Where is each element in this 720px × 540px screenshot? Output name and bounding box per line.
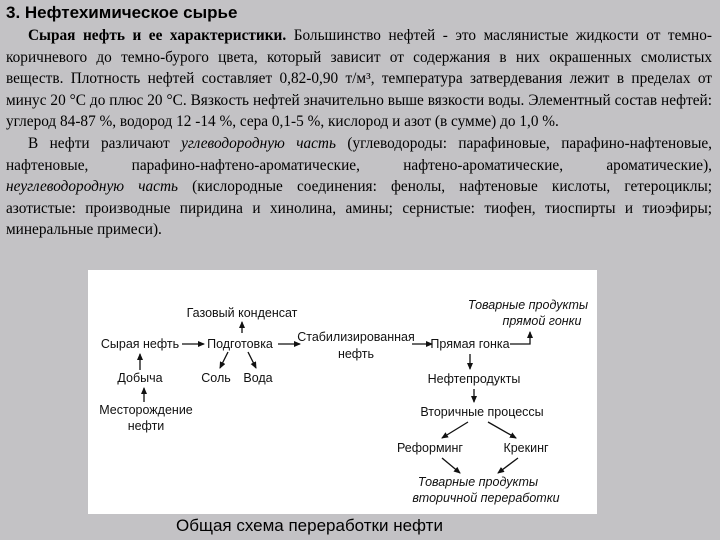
cracking-label: Крекинг xyxy=(503,441,549,455)
paragraph-composition-part3: (кислородные соединения: фенолы, нафтеновые кислоты, гетероциклы; азотистые: производные пиридина и хинолина, амины; сернистые: тиофен, тиоспирты и тиоэфиры; минеральные примеси). xyxy=(6,178,712,239)
oil-products-label: Нефтепродукты xyxy=(427,372,521,386)
deposit-label-line2: нефти xyxy=(127,419,165,433)
crude-oil-label: Сырая нефть xyxy=(100,337,180,351)
commercial-secondary-label-line1: Товарные продукты xyxy=(417,475,539,489)
paragraph-composition-part1: В нефти различают xyxy=(28,134,182,152)
direct-distillation-label: Прямая гонка xyxy=(430,337,510,351)
non-hydrocarbon-part-term: неуглеводородную часть xyxy=(6,178,178,196)
arrow-preparation-to-salt xyxy=(220,352,228,368)
stabilized-oil-label-line2: нефть xyxy=(337,347,375,361)
arrow-cracking-to-commercial xyxy=(498,458,518,473)
page-heading: 3. Нефтехимическое сырье xyxy=(6,3,238,22)
commercial-direct-label-line1: Товарные продукты xyxy=(467,298,589,312)
paragraph-bold-lead: Сырая нефть и ее характеристики. xyxy=(28,27,287,44)
gas-condensate-label: Газовый конденсат xyxy=(186,306,298,320)
paragraph-crude-oil xyxy=(6,25,712,133)
hydrocarbon-part-term: углеводородную часть xyxy=(181,134,336,152)
diagram-caption: Общая схема переработки нефти xyxy=(176,516,443,535)
stabilized-oil-label-line1: Стабилизированная xyxy=(297,330,415,344)
arrow-secondary-to-cracking xyxy=(488,422,516,438)
arrow-secondary-to-reforming xyxy=(442,422,468,438)
arrow-direct-distillation-to-commercial xyxy=(510,332,530,344)
production-label: Добыча xyxy=(117,371,163,385)
body-text xyxy=(6,25,712,241)
reforming-label: Реформинг xyxy=(397,441,463,455)
arrow-preparation-to-water xyxy=(248,352,256,368)
salt-label: Соль xyxy=(201,371,231,385)
secondary-processes-label: Вторичные процессы xyxy=(420,405,544,419)
paragraph-crude-oil-text: Большинство нефтей - это маслянистые жидкости от темно-коричневого до темно-бурого цвета, который зависит от содержания в них окрашенных смолистых веществ. Плотность нефтей составляет 0,82-0,90 т/м³, температура затвердевания лежит в пределах от минус 20 °С до плюс 20 °С. Вязкость нефтей значительно выше вязкости воды. Элементный состав нефтей: углерод 84-87 %, водород 12 -14 %, сера 0,1-5 %, кислород и азот (в сумме) до 1,0 %. xyxy=(6,27,712,131)
paragraph-composition xyxy=(6,133,712,241)
water-label: Вода xyxy=(243,371,273,385)
deposit-label-line1: Месторождение xyxy=(99,403,193,417)
commercial-direct-label-line2: прямой гонки xyxy=(502,314,582,328)
processing-diagram xyxy=(88,270,597,514)
commercial-secondary-label-line2: вторичной переработки xyxy=(412,491,560,505)
arrow-reforming-to-commercial xyxy=(442,458,460,473)
preparation-label: Подготовка xyxy=(207,337,273,351)
paragraph-composition-part2: (углеводороды: парафиновые, парафино-нафтеновые, нафтеновые, парафино-нафтено-ароматические, нафтено-ароматические, ароматические), xyxy=(6,134,712,174)
